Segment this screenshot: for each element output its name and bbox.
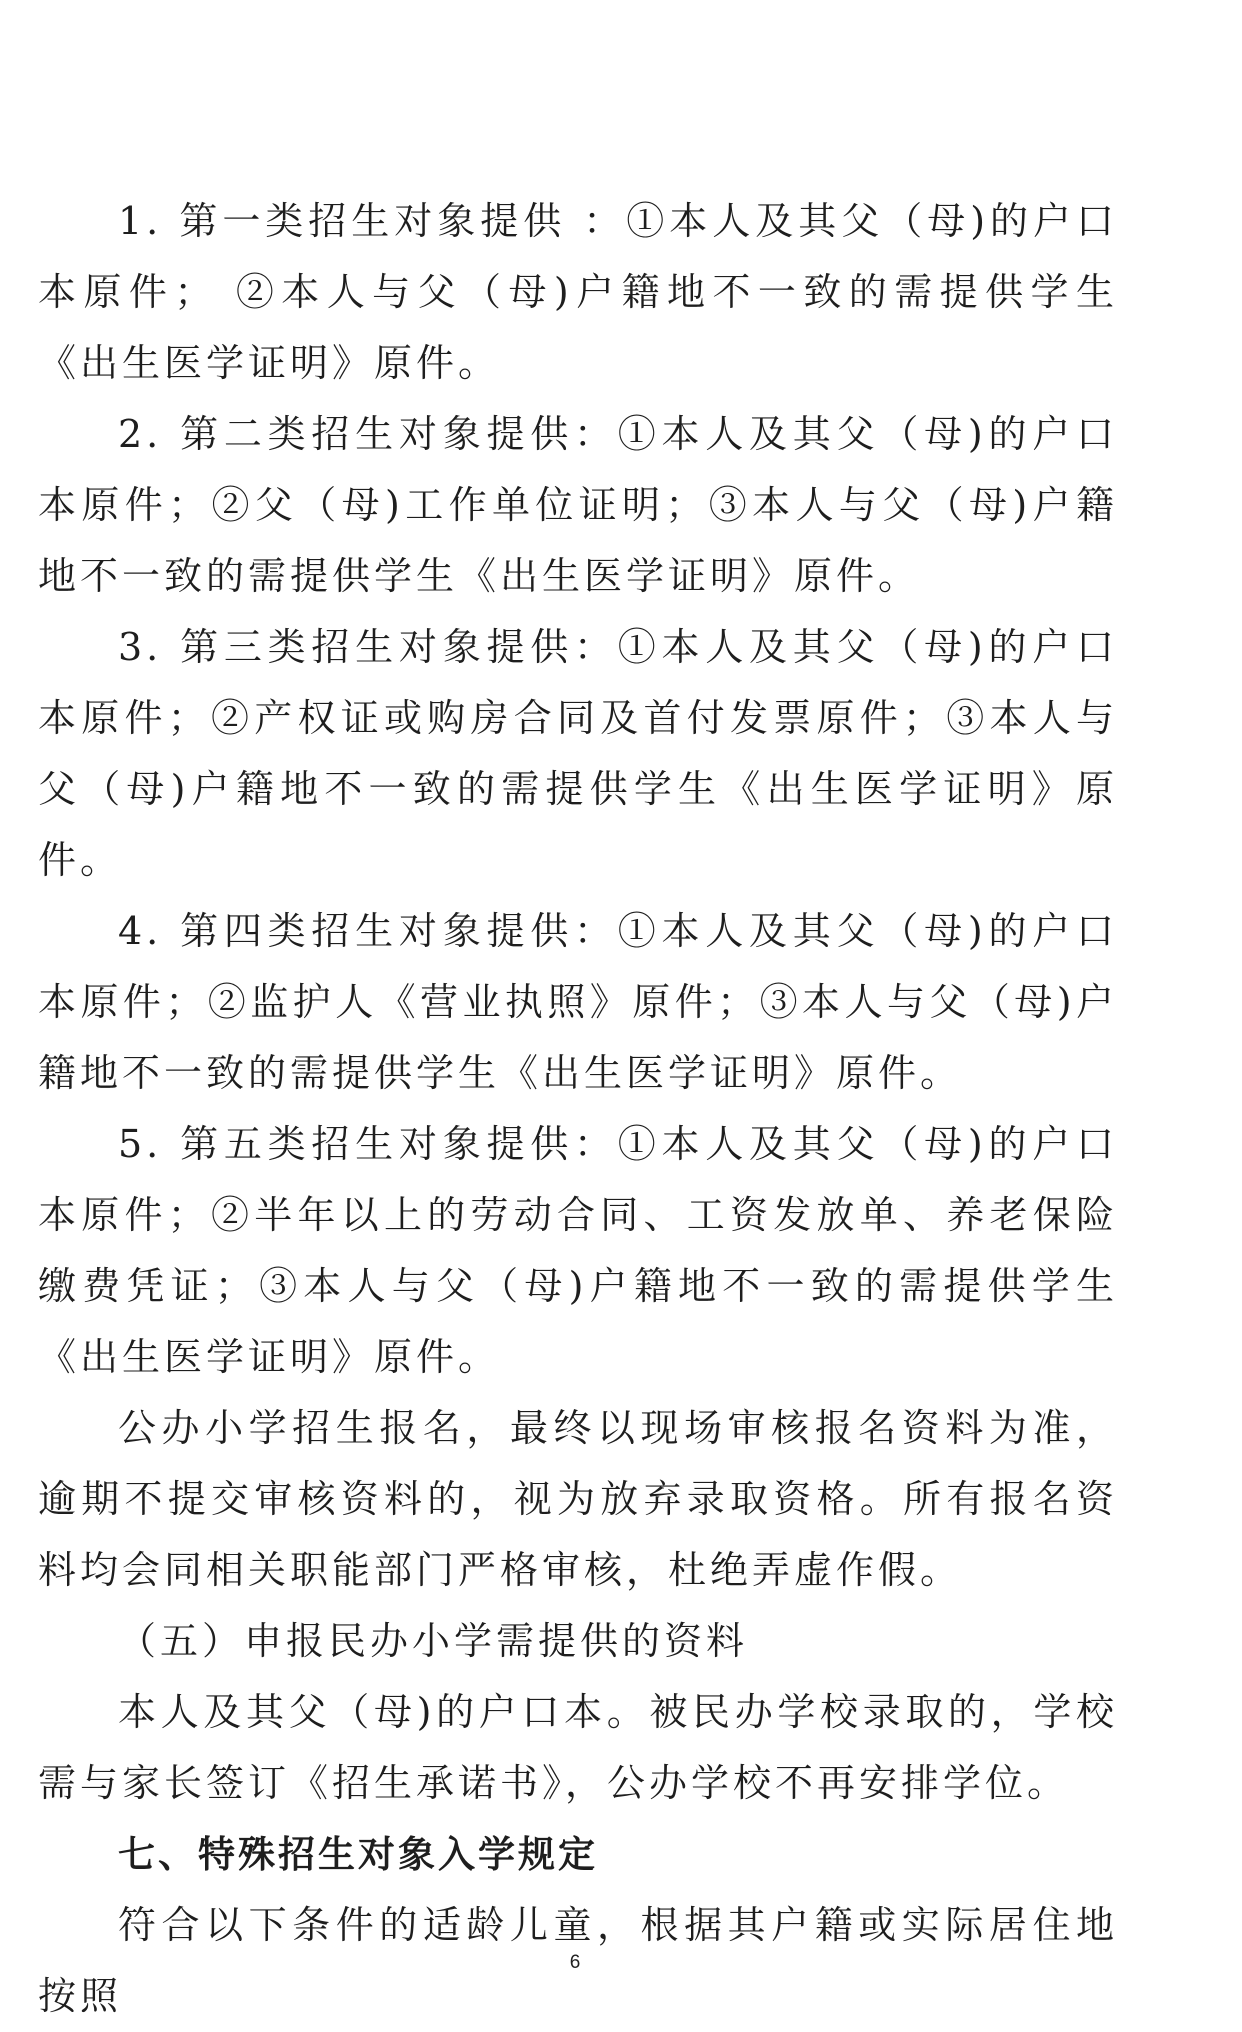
paragraph-special-admission-intro: 符合以下条件的适龄儿童，根据其户籍或实际居住地按照 xyxy=(38,1903,1118,2018)
subheading-private-school-materials: （五）申报民办小学需提供的资料 xyxy=(118,1619,749,1663)
paragraph-category-2-materials: 2. 第二类招生对象提供：①本人及其父（母)的户口本原件；②父（母)工作单位证明；③本人与父（母)户籍地不一致的需提供学生《出生医学证明》原件。 xyxy=(38,412,1118,598)
section-heading-special-admission: 七、特殊招生对象入学规定 xyxy=(118,1833,598,1876)
paragraph-category-1-materials: 1. 第一类招生对象提供 ：①本人及其父（母)的户口本原件； ②本人与父（母)户籍地不一致的需提供学生《出生医学证明》原件。 xyxy=(38,199,1118,385)
paragraph-private-school-materials: 本人及其父（母)的户口本。被民办学校录取的，学校需与家长签订《招生承诺书》，公办学校不再安排学位。 xyxy=(38,1690,1118,1805)
document-body xyxy=(38,186,1118,2032)
paragraph-category-4-materials: 4. 第四类招生对象提供：①本人及其父（母)的户口本原件；②监护人《营业执照》原件；③本人与父（母)户籍地不一致的需提供学生《出生医学证明》原件。 xyxy=(38,909,1118,1095)
page-number: 6 xyxy=(569,1952,581,1973)
paragraph-category-3-materials: 3. 第三类招生对象提供：①本人及其父（母)的户口本原件；②产权证或购房合同及首付发票原件；③本人与父（母)户籍地不一致的需提供学生《出生医学证明》原件。 xyxy=(38,625,1118,882)
paragraph-category-5-materials: 5. 第五类招生对象提供：①本人及其父（母)的户口本原件；②半年以上的劳动合同、工资发放单、养老保险缴费凭证；③本人与父（母)户籍地不一致的需提供学生《出生医学证明》原件。 xyxy=(38,1122,1118,1379)
paragraph-public-school-review: 公办小学招生报名，最终以现场审核报名资料为准，逾期不提交审核资料的，视为放弃录取资格。所有报名资料均会同相关职能部门严格审核，杜绝弄虚作假。 xyxy=(38,1406,1118,1592)
